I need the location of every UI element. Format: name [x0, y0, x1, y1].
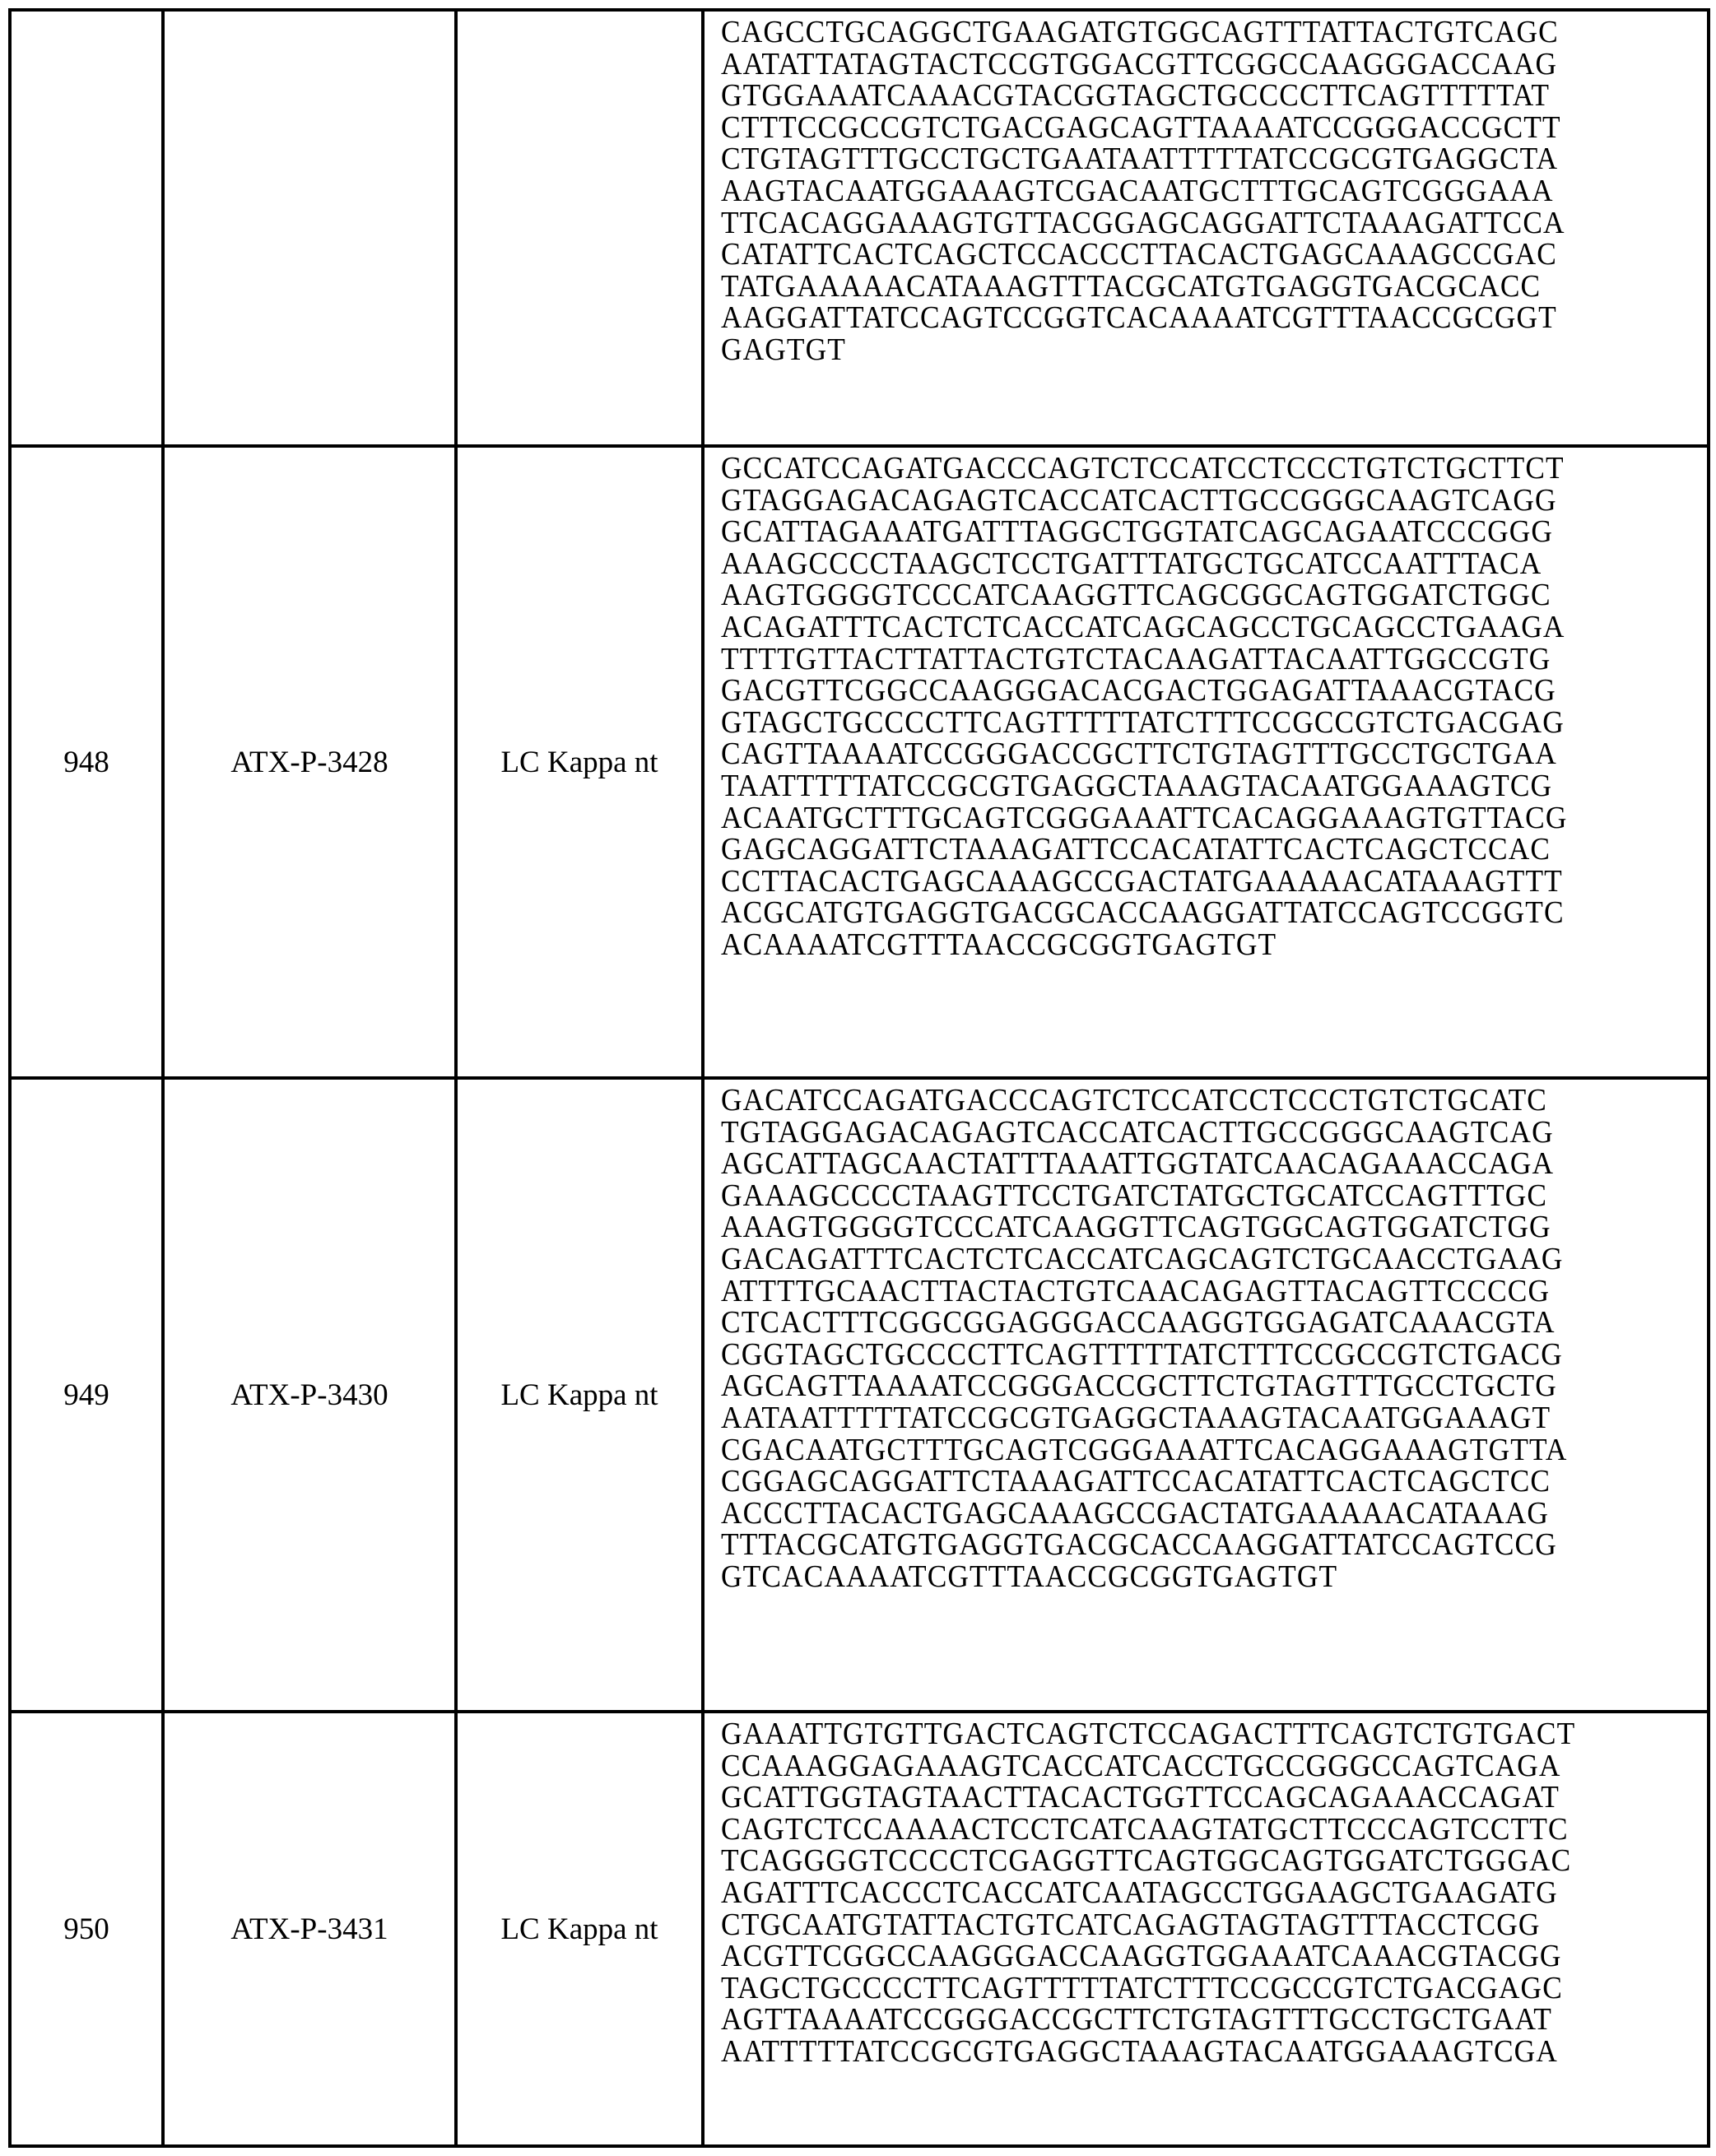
sequence-line: AAGTGGGGTCCCATCAAGGTTCAGCGGCAGTGGATCTGGC: [721, 578, 1551, 613]
type-cell: LC Kappa nt: [456, 1078, 703, 1712]
sequence-line: GTAGCTGCCCCTTCAGTTTTTATCTTTCCGCCGTCTGACGAG: [721, 704, 1565, 740]
seq-id-cell: 950: [10, 1712, 163, 2146]
sequence-table: [8, 8, 1710, 2148]
seq-id-cell: 948: [10, 446, 163, 1078]
sequence-line: ACGCATGTGAGGTGACGCACCAAGGATTATCCAGTCCGGTC: [721, 895, 1565, 931]
sequence-line: ACAAAATCGTTTAACCGCGGTGAGTGT: [721, 927, 1277, 962]
name-cell: [163, 10, 456, 446]
sequence-line: AGCAGTTAAAATCCGGGACCGCTTCTGTAGTTTGCCTGCTG: [721, 1368, 1557, 1404]
sequence-line: ATTTTGCAACTTACTACTGTCAACAGAGTTACAGTTCCCCG: [721, 1273, 1551, 1308]
name-cell: ATX-P-3428: [163, 446, 456, 1078]
sequence-line: ACGTTCGGCCAAGGGACCAAGGTGGAAATCAAACGTACGG: [721, 1939, 1562, 1974]
type-cell: [456, 10, 703, 446]
table-row: [10, 1078, 1709, 1712]
sequence-line: CAGTCTCCAAAACTCCTCATCAAGTATGCTTCCCAGTCCTTC: [721, 1811, 1569, 1847]
sequence-line: CAGTTAAAATCCGGGACCGCTTCTGTAGTTTGCCTGCTGAA: [721, 736, 1557, 772]
sequence-line: GTGGAAATCAAACGTACGGTAGCTGCCCCTTCAGTTTTTAT: [721, 78, 1551, 114]
sequence-line: CTGTAGTTTGCCTGCTGAATAATTTTTATCCGCGTGAGGCTA: [721, 142, 1559, 177]
sequence-line: CTGCAATGTATTACTGTCATCAGAGTAGTAGTTTACCTCGG: [721, 1907, 1541, 1942]
sequence-line: ACCCTTACACTGAGCAAAGCCGACTATGAAAAACATAAAG: [721, 1495, 1550, 1531]
sequence-line: GACAGATTTCACTCTCACCATCAGCAGTCTGCAACCTGAAG: [721, 1241, 1564, 1276]
sequence-line: AAAGTGGGGTCCCATCAAGGTTCAGTGGCAGTGGATCTGG: [721, 1210, 1551, 1245]
sequence-line: GCATTGGTAGTAACTTACACTGGTTCCAGCAGAAACCAGAT: [721, 1780, 1560, 1815]
sequence-line: TAATTTTTATCCGCGTGAGGCTAAAGTACAATGGAAAGTCG: [721, 768, 1553, 803]
sequence-line: CCTTACACTGAGCAAAGCCGACTATGAAAAACATAAAGTTT: [721, 863, 1563, 899]
sequence-line: GAAATTGTGTTGACTCAGTCTCCAGACTTTCAGTCTGTGACT: [721, 1717, 1576, 1751]
sequence-line: TTCACAGGAAAGTGTTACGGAGCAGGATTCTAAAGATTCCA: [721, 205, 1565, 240]
sequence-line: AATAATTTTTATCCGCGTGAGGCTAAAGTACAATGGAAAGT: [721, 1400, 1551, 1435]
sequence-line: GACATCCAGATGACCCAGTCTCCATCCTCCCTGTCTGCATC: [721, 1083, 1547, 1117]
sequence-line: TATGAAAAACATAAAGTTTACGCATGTGAGGTGACGCACC: [721, 268, 1542, 304]
seq-id-cell: [10, 10, 163, 446]
sequence-line: TTTACGCATGTGAGGTGACGCACCAAGGATTATCCAGTCCG: [721, 1527, 1557, 1563]
name-cell: ATX-P-3430: [163, 1078, 456, 1712]
table-row: [10, 10, 1709, 446]
sequence-line: AATTTTTATCCGCGTGAGGCTAAAGTACAATGGAAAGTCGA: [721, 2033, 1558, 2069]
sequence-line: TGTAGGAGACAGAGTCACCATCACTTGCCGGGCAAGTCAG: [721, 1114, 1554, 1150]
sequence-line: TAGCTGCCCCTTCAGTTTTTATCTTTCCGCCGTCTGACGAGC: [721, 1970, 1563, 2005]
sequence-line: AGTTAAAATCCGGGACCGCTTCTGTAGTTTGCCTGCTGAAT: [721, 2002, 1552, 2038]
sequence-line: CGGAGCAGGATTCTAAAGATTCCACATATTCACTCAGCTCC: [721, 1464, 1551, 1499]
sequence-cell: [703, 1078, 1709, 1712]
sequence-line: TCAGGGGTCCCCTCGAGGTTCAGTGGCAGTGGATCTGGGAC: [721, 1843, 1572, 1879]
sequence-line: AAGGATTATCCAGTCCGGTCACAAAATCGTTTAACCGCGGT: [721, 300, 1557, 336]
sequence-cell: [703, 1712, 1709, 2146]
table-row: [10, 1712, 1709, 2146]
sequence-line: AGCATTAGCAACTATTTAAATTGGTATCAACAGAAACCAGA: [721, 1146, 1555, 1182]
sequence-line: GAGCAGGATTCTAAAGATTCCACATATTCACTCAGCTCCAC: [721, 832, 1551, 867]
sequence-line: GTAGGAGACAGAGTCACCATCACTTGCCGGGCAAGTCAGG: [721, 482, 1557, 518]
sequence-line: TTTTGTTACTTATTACTGTCTACAAGATTACAATTGGCCGTG: [721, 641, 1551, 676]
sequence-line: CTCACTTTCGGCGGAGGGACCAAGGTGGAGATCAAACGTA: [721, 1305, 1556, 1341]
sequence-line: CATATTCACTCAGCTCCACCCTTACACTGAGCAAAGCCGAC: [721, 237, 1557, 272]
seq-id-cell: 949: [10, 1078, 163, 1712]
sequence-line: GAGTGT: [721, 332, 846, 367]
sequence-line: CAGCCTGCAGGCTGAAGATGTGGCAGTTTATTACTGTCAGC: [721, 15, 1559, 49]
sequence-line: GTCACAAAATCGTTTAACCGCGGTGAGTGT: [721, 1559, 1338, 1594]
sequence-line: AAAGCCCCTAAGCTCCTGATTTATGCTGCATCCAATTTACA: [721, 546, 1542, 581]
sequence-line: GACGTTCGGCCAAGGGACACGACTGGAGATTAAACGTACG: [721, 673, 1556, 709]
sequence-line: AAGTACAATGGAAAGTCGACAATGCTTTGCAGTCGGGAAA: [721, 173, 1554, 208]
type-cell: LC Kappa nt: [456, 446, 703, 1078]
name-cell: ATX-P-3431: [163, 1712, 456, 2146]
sequence-line: CTTTCCGCCGTCTGACGAGCAGTTAAAATCCGGGACCGCTT: [721, 109, 1561, 145]
sequence-cell: [703, 10, 1709, 446]
sequence-line: GCCATCCAGATGACCCAGTCTCCATCCTCCCTGTCTGCTTCT: [721, 451, 1565, 486]
sequence-line: AGATTTCACCCTCACCATCAATAGCCTGGAAGCTGAAGATG: [721, 1875, 1558, 1910]
sequence-line: ACAATGCTTTGCAGTCGGGAAATTCACAGGAAAGTGTTACG: [721, 800, 1568, 835]
type-cell: LC Kappa nt: [456, 1712, 703, 2146]
sequence-cell: [703, 446, 1709, 1078]
sequence-line: CCAAAGGAGAAAGTCACCATCACCTGCCGGGCCAGTCAGA: [721, 1748, 1561, 1783]
table-row: [10, 446, 1709, 1078]
sequence-line: CGACAATGCTTTGCAGTCGGGAAATTCACAGGAAAGTGTTA: [721, 1432, 1568, 1467]
sequence-line: CGGTAGCTGCCCCTTCAGTTTTTATCTTTCCGCCGTCTGACG: [721, 1336, 1563, 1372]
sequence-line: ACAGATTTCACTCTCACCATCAGCAGCCTGCAGCCTGAAGA: [721, 609, 1565, 644]
sequence-line: GCATTAGAAATGATTTAGGCTGGTATCAGCAGAATCCCGGG: [721, 514, 1554, 550]
sequence-line: AATATTATAGTACTCCGTGGACGTTCGGCCAAGGGACCAAG: [721, 46, 1558, 81]
sequence-line: GAAAGCCCCTAAGTTCCTGATCTATGCTGCATCCAGTTTGC: [721, 1178, 1548, 1213]
